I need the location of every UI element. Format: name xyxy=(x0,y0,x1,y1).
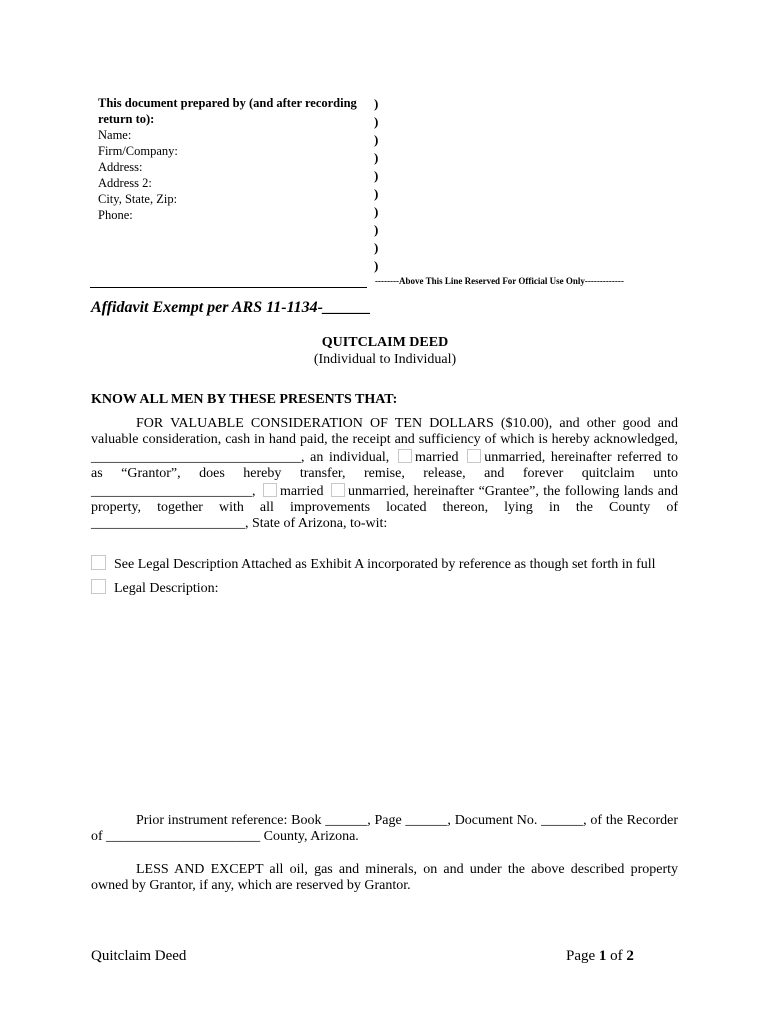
married-label: married xyxy=(279,483,324,499)
page-word: Page xyxy=(566,948,596,964)
exhibit-option-label: See Legal Description Attached as Exhibit A incorporated by reference as though set forth in full xyxy=(114,557,656,572)
less-and-except-paragraph xyxy=(91,862,678,895)
preparer-block xyxy=(98,95,368,223)
exhibit-option xyxy=(91,555,656,573)
page-current: 1 xyxy=(598,948,607,964)
of-word: of xyxy=(610,948,623,964)
paren: ) xyxy=(374,132,379,147)
know-all-men-heading: KNOW ALL MEN BY THESE PRESENTS THAT: xyxy=(91,392,398,407)
page-total: 2 xyxy=(626,948,634,964)
paren: ) xyxy=(374,168,379,183)
phone-field-label: Phone: xyxy=(98,208,133,222)
address-field-label: Address: xyxy=(98,160,143,174)
prior-instrument-paragraph xyxy=(91,813,678,846)
paren: ) xyxy=(374,240,379,255)
conveyance-paragraph xyxy=(91,416,678,533)
unmarried-label: unmarried xyxy=(484,449,542,465)
legal-description-checkbox[interactable] xyxy=(91,579,106,594)
firm-field-label: Firm/Company: xyxy=(98,144,178,158)
footer-page-number xyxy=(566,948,634,965)
grantee-unmarried-checkbox[interactable] xyxy=(331,483,345,497)
name-field-label: Name: xyxy=(98,128,132,142)
unmarried-label: unmarried xyxy=(348,483,406,499)
legal-description-label: Legal Description: xyxy=(114,581,219,596)
city-state-zip-field-label: City, State, Zip: xyxy=(98,192,178,206)
grantee-married-checkbox[interactable] xyxy=(263,483,277,497)
footer-document-name: Quitclaim Deed xyxy=(91,948,187,964)
paren-column xyxy=(374,95,378,275)
affidavit-exempt-line: Affidavit Exempt per ARS 11-1134-______ xyxy=(91,299,372,316)
document-title: QUITCLAIM DEED xyxy=(321,335,449,350)
exhibit-a-checkbox[interactable] xyxy=(91,555,106,570)
document-subtitle: (Individual to Individual) xyxy=(313,352,457,367)
paren: ) xyxy=(374,186,379,201)
grantor-unmarried-checkbox[interactable] xyxy=(467,449,481,463)
prior-instrument-text: Prior instrument reference: Book ______, Page ______, Document No. ______, of the Recorder of ______________________ County, Arizona. xyxy=(91,813,678,845)
grantor-married-checkbox[interactable] xyxy=(398,449,412,463)
paren: ) xyxy=(374,150,379,165)
married-label: married xyxy=(414,449,459,465)
recording-divider xyxy=(90,287,367,288)
reserved-line-label: --------Above This Line Reserved For Official Use Only------------- xyxy=(375,276,624,286)
legal-description-option xyxy=(91,579,219,597)
conveyance-text-3: , hereinafter “Grantee”, the following lands and property, together with all improvements located thereon, lying in the County of ______________________, State of Arizona, to-wit: xyxy=(91,483,679,532)
paren: ) xyxy=(374,114,379,129)
paren: ) xyxy=(374,204,379,219)
conveyance-text-1: FOR VALUABLE CONSIDERATION OF TEN DOLLARS ($10.00), and other good and valuable consideration, cash in hand paid, the receipt and sufficiency of which is hereby acknowledged, ______________________________, an individual, xyxy=(91,416,678,465)
paren: ) xyxy=(374,258,379,273)
address2-field-label: Address 2: xyxy=(98,176,152,190)
conveyance-text-2: , hereinafter referred to as “Grantor”, does hereby transfer, remise, release, and forever quitclaim unto _______________________, xyxy=(91,449,679,499)
paren: ) xyxy=(374,96,379,111)
prepared-by-label: This document prepared by (and after recording return to): xyxy=(98,96,357,126)
paren: ) xyxy=(374,222,379,237)
less-and-except-text: LESS AND EXCEPT all oil, gas and minerals, on and under the above described property owned by Grantor, if any, which are reserved by Grantor. xyxy=(91,862,678,894)
